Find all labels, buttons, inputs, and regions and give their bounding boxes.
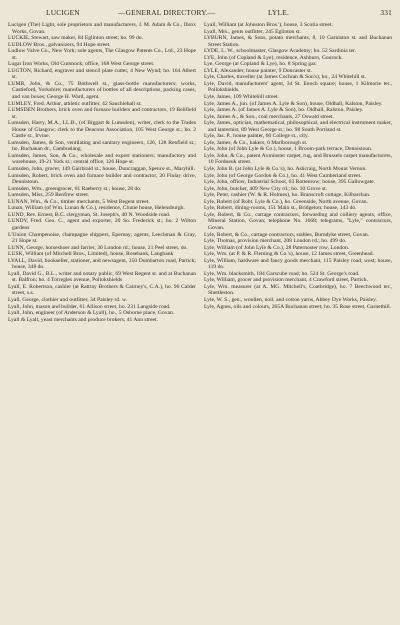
directory-entry: Lyle, James, 109 Whitehill street.	[204, 94, 279, 101]
directory-entry: LUGTON, Richard, engraver and stencil plate cutter, 4 New Wynd; ho. 164 Albert st.	[8, 67, 196, 81]
directory-entry: Lyle, John, butcher, 409 New City rd.; ho. 10 Grove st.	[204, 185, 328, 192]
directory-entry: Lyall, Mrs., gents outfitter, 245 Eglinton st.	[204, 28, 301, 35]
directory-entry: Lyall & Lyall, yeast merchants and produce brokers, 41 Ann street.	[8, 316, 158, 323]
directory-entry: Lumsden, Wm., greengrocer, 61 Raeberry st.; house, 28 do.	[8, 185, 142, 192]
directory-entry: LYDE, L. W., schoolmaster, Glasgow Academy; ho. 52 Sardinia ter.	[204, 48, 357, 55]
directory-entry: Lyle, W. S., gen., woollen, noil, and cotton yarns, Abbey Dye Works, Paisley.	[204, 296, 377, 303]
directory-entry: Lyle, Charles, traveller (at James Cochran & Son's), ho., 24 Whitehill st.	[204, 74, 367, 81]
directory-entry: Lyle, Wm. measurer (at A. MG. Mitchell's, Coatbridge), ho. 7 Beechwood ter., Shettleston.	[204, 283, 392, 297]
directory-entry: Lyle, William (of John Lyle & Co.), 28 Paternoster row, London.	[204, 244, 350, 251]
directory-entry: Ludlow Valve Co., New York; sole agents, The Glasgow Patents Co., Ltd., 23 Hope st.	[8, 48, 196, 61]
directory-entry: LYALL, David, bookseller, stationer, and newsagent, 350 Dumbarton road, Partick; house, 348 do.	[8, 257, 196, 271]
directory-entry: Lyle, Wm. (at P. & R. Fleming & Co.'s), house, 12 James street, Greenhead.	[204, 251, 374, 258]
directory-entry: LUMSDEN Brothers, brick oven and furnace builders and contractors, 19 Bellfield st.	[8, 107, 196, 120]
directory-entry: Lucigen (The) Light, sole proprietors and manufacturers, J. M. Adam & Co., Ibrox Works, Govan.	[8, 22, 196, 35]
header-middle: —GENERAL DIRECTORY.—	[118, 8, 216, 17]
directory-entry: Lyle, Robert (of Robt. Lyle & Co.), ho. Greenside, North avenue, Govan.	[204, 198, 368, 205]
directory-entry: Lyle, John B. (at John Lyle & Co.'s), ho. Ashcraig, North Mount Vernon.	[204, 166, 367, 173]
directory-entry: Lyle, James, optician, mathematical, philosophical, and electrical instrument maker, and lanternist, 89 West George st.; ho. 98 South Portland st.	[204, 120, 392, 133]
directory-entry: Lyle, William, hardware and fancy goods merchant, 115 Paisley road, west; house, 119 do.	[204, 257, 392, 271]
directory-entry: Lumsden, Harry, M.A., LL.B., (of Biggart & Lumsden), writer, clerk to the Trades House of Glasgow; clerk to the Deacons Association, 105 West George st.; ho. 2 Castle st., Irvine.	[8, 120, 196, 140]
directory-entry: Lumsden, John, grocer, 149 Gairbraid st.; house, Duncraggan, Spence st., Maryhill.	[8, 166, 195, 173]
directory-entry: LUND, Rev. Ernest, B.C. clergyman, St. Joseph's, 40 N. Woodside road.	[8, 211, 171, 218]
directory-entry: Lunan, William (of Wm. Lunan & Co.), residence, Clunie house, Helensburgh.	[8, 205, 185, 212]
header-left: LUCIGEN	[46, 8, 80, 17]
directory-entry: LUMB, John, & Co., 75 Bothwell st., glass-bottle manufacturers; works, Castleford, Yorkshire; manufacturers of bottles of all descriptions, packing cases, and van boxes; George H. Ward, agent.	[8, 80, 196, 101]
directory-entry: Lye, George (at Copland & Lye), ho. 8 Spring gar.	[204, 61, 317, 68]
directory-entry: Lyle, Wm. blacksmith, 184 Garscube road; ho. 524 St. George's road.	[204, 270, 360, 277]
directory-entry: Lyle, Robert, & Co., cartage contractors, stables, Burndyke street, Govan.	[204, 231, 370, 238]
directory-entry: Lyle, John (of John Lyle & Co.), house, 1 Broom-park terrace, Dennistoun.	[204, 146, 373, 153]
directory-entry: LYBURN, James, & Sons, potato merchants, 8, 10 Garniston st. and Buchanan Street Station.	[204, 35, 392, 48]
directory-entry: L'Union Champenoise, champagne shippers, Epernay; agents, Leechman & Gray, 21 Hope st.	[8, 231, 196, 245]
left-column	[8, 22, 196, 323]
page-header	[8, 6, 392, 20]
directory-entry: Lyle, Thomas, provision merchant, 208 London rd.; ho. 499 do.	[204, 238, 347, 245]
directory-entry: LUCKIE, Stewart, saw maker, 84 Eglinton street; ho. 99 do.	[8, 35, 143, 42]
directory-entry: Lyle, David, manufacturers' agent, 34 St. Enoch square; house, 1 Kilmorie ter., Pollokshields.	[204, 80, 392, 94]
header-right: LYLE.	[268, 8, 289, 17]
directory-entry: Lumsden, Robert, brick oven and furnace builder and contractor, 20 Finlay drive, Dennistoun.	[8, 172, 196, 186]
directory-entry: Lyle, Agnes, oils and colours, 265A Buchanan street; ho. 35 Rose street, Garnethill.	[204, 303, 392, 310]
directory-entry: LYE, John (of Copland & Lye), residence, Ashburn, Gourock.	[204, 54, 343, 61]
directory-entry: LUSK, William (of Mitchell Bros., Limited), house, Rosebank, Langbank	[8, 251, 174, 258]
directory-entry: Lyle, Jas. P., house painter, 60 College st., city.	[204, 133, 309, 140]
directory-columns	[8, 22, 392, 323]
directory-entry: Lyle, John, officer, Industrial School, 63 Rottenrow; house, 395 Gallowgate.	[204, 179, 376, 186]
directory-entry: Lyall, E. Robertson, cashier (at Rattray Brothers & Cairney's, C.A.), ho. 96 Calder street, s.s.	[8, 283, 196, 297]
directory-entry: Lyle, James, & Co., bakers, 6 Marlborough st.	[204, 139, 308, 146]
directory-entry: LUNDY, Fred. Geo. C., agent and exporter, 20 So. Frederick st.; ho. 2 Wilton gardens	[8, 218, 196, 231]
directory-entry: Lumsden, James, & Son, ventilating and sanitary engineers, 126, 128 Renfield st.; ho. Buchanan dr., Cambuslang.	[8, 139, 196, 153]
directory-entry: Lyall, George, clothier and outfitter, 34 Paisley rd. w.	[8, 296, 128, 303]
directory-entry: Lyle, James A. (of James A. Lyle & Son), ho. Oldhall, Ralston, Paisley.	[204, 107, 364, 114]
directory-entry: Lyle, William, grocer and provision merchant, 4 Crawford street, Partick.	[204, 277, 369, 284]
directory-entry: Lyle, Robert, dining-rooms, 151 Main st., Bridgeton; house, 143 do.	[204, 205, 357, 212]
directory-entry: Lugar Iron Works, Old Cumnock; office, 168 West George street.	[8, 61, 155, 68]
directory-entry: Lyle, John (of George Gordon & Co.), ho. 41 West Cumberland street.	[204, 172, 362, 179]
directory-entry: Lyall, John, engineer (of Anderson & Lyall), ho., 5 Osborne place, Govan.	[8, 310, 175, 317]
directory-entry: Lyall, William (at Johnston Bros.'), house, 3 Scotia street.	[204, 22, 333, 28]
directory-entry: Lyle, James A., jun. (of James A. Lyle & Son), house, Oldhall, Kalston, Paisley.	[204, 100, 383, 107]
directory-entry: LUDLOW Bros., galvanizers, 94 Hope street.	[8, 41, 111, 48]
directory-entry: LUMLEY, Fred. Arthur, athletic outfitter, 42 Sauchiehall st.	[8, 100, 142, 107]
right-column	[204, 22, 392, 323]
directory-entry: Lyle, Robert, & Co., cartage contractors, forwarding and colliery agents, office, Mineral Station, Govan; telephone No. 1668; telegrams, "Lyle," contractors, Govan.	[204, 211, 392, 231]
directory-entry: Lyall, David G., B.L., writer and notary public, 69 West Regent st. and at Buchanan st. Balfron; ho. 4 Torregles avenue, Pollokshields	[8, 270, 196, 284]
directory-entry: Lyle, Peter, cashier (W. & R. Holmes), ho. Branscroft cottage, Kilbarchan.	[204, 192, 371, 199]
directory-entry: Lyall, John, mason and builder, 61 Allison street, ho. 231 Langside road.	[8, 303, 171, 310]
directory-entry: Lumsden, Miss, 259 Renfrew street.	[8, 192, 90, 199]
page-number: 331	[380, 8, 392, 17]
directory-entry: Lyle, John, & Co., patent Axminster carpet, rug, and Brussels carpet manufacturers, 10 Fordneuk street.	[204, 152, 392, 166]
directory-entry: Lyle, James A., & Son., coal merchants, 27 Oswald street.	[204, 113, 334, 120]
directory-entry: LUNAN, Wm., & Co., timber merchants, 5 West Regent street.	[8, 198, 150, 205]
directory-entry: LYLE, Alexander, house painter, 9 Doncaster st.	[204, 67, 313, 74]
directory-entry: LUNN, George, horseshoer and farrier, 30 London rd.; house, 21 Peel street, do.	[8, 244, 188, 251]
directory-entry: Lumsden, James, Son, & Co., wholesale and export stationers; manufactory and warehouse, 19-21 York st.; central office, 126 Hope st.	[8, 152, 196, 166]
